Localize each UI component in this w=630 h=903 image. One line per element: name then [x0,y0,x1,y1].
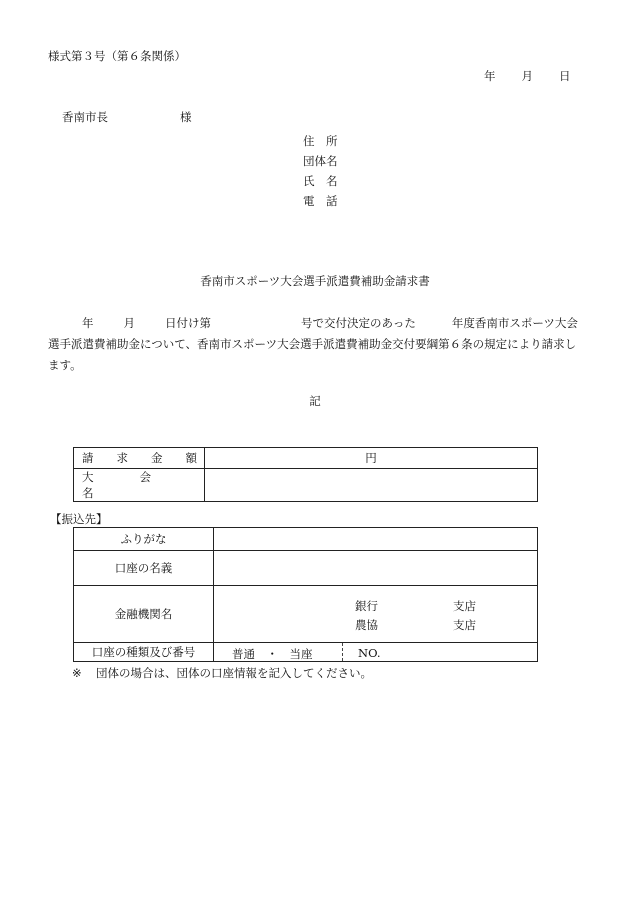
account-field[interactable] [214,643,538,662]
date-line [484,71,571,83]
account-divider [342,643,343,661]
group-label: 団体名 [303,154,338,168]
coop-branch-label: 支店 [453,618,476,632]
addressee-name: 香南市長 [62,110,108,124]
account-label: 口座の種類及び番号 [74,643,214,662]
claim-table [73,447,538,502]
honorific: 様 [180,110,192,124]
body-decision: 号で交付決定のあった [301,316,416,330]
year-label: 年 [484,69,496,83]
body-paragraph [48,313,584,376]
account-row [74,643,538,662]
form-number: 様式第３号（第６条関係） [48,49,186,63]
amount-label: 請 求 金 額 [74,448,205,469]
name-label: 氏 名 [303,174,338,188]
event-label: 大 会 名 [74,469,205,502]
holder-row [74,551,538,586]
ki-heading: 記 [309,394,321,408]
body-month: 月 [123,316,135,330]
kana-label: ふりがな [74,528,214,551]
institution-label: 金融機関名 [74,586,214,643]
transfer-table [73,527,538,662]
kana-row [74,528,538,551]
event-field[interactable] [205,469,538,502]
body-rest: 年度香南市スポーツ大会選手派遣費補助金について、香南市スポーツ大会選手派遣費補助金交付要綱第６条の規定により請求します。 [48,316,578,372]
document-title: 香南市スポーツ大会選手派遣費補助金請求書 [200,274,430,288]
body-date-no: 日付け第 [165,316,211,330]
event-row [74,469,538,502]
body-year: 年 [82,316,94,330]
amount-field[interactable]: 円 [205,448,538,469]
account-type: 普通 ・ 当座 [232,647,313,661]
note [72,668,372,680]
addressee [62,112,192,124]
bank-branch-label: 支店 [453,599,476,613]
coop-label: 農協 [355,618,378,632]
account-number-label: NO. [358,646,381,660]
phone-label: 電 話 [303,194,338,208]
month-label: 月 [521,69,533,83]
note-text: 団体の場合は、団体の口座情報を記入してください。 [96,666,372,680]
holder-label: 口座の名義 [74,551,214,586]
applicant-block [303,131,338,211]
address-label: 住 所 [303,134,338,148]
bank-label: 銀行 [355,599,378,613]
transfer-heading: 【振込先】 [50,512,108,526]
day-label: 日 [559,69,571,83]
institution-row [74,586,538,643]
institution-field[interactable] [214,586,538,643]
note-mark: ※ [72,666,82,680]
holder-field[interactable] [214,551,538,586]
amount-row [74,448,538,469]
kana-field[interactable] [214,528,538,551]
